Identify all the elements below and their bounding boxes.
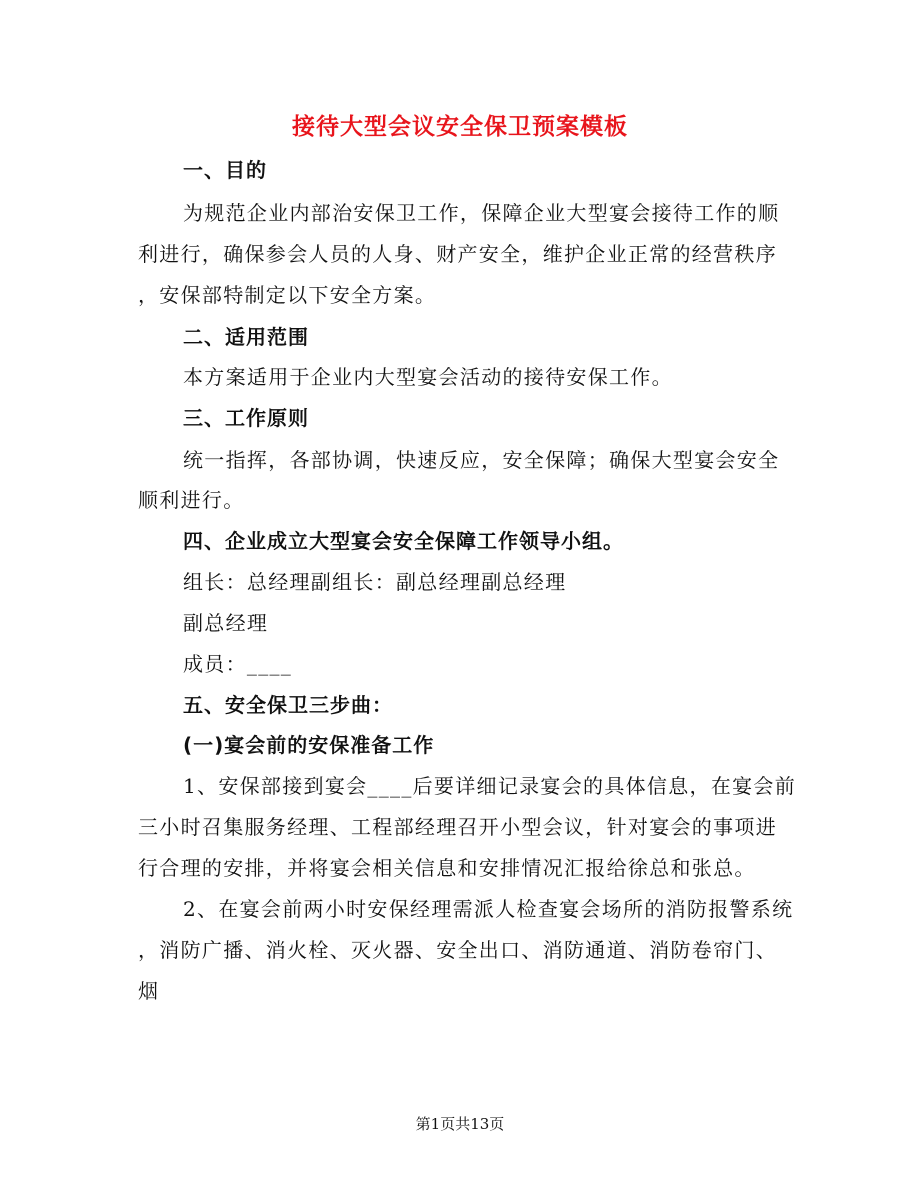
paragraph-line: 2、在宴会前两小时安保经理需派人检查宴会场所的消防报警系统 bbox=[183, 897, 794, 921]
paragraph-line: 统一指挥，各部协调，快速反应，安全保障；确保大型宴会安全 bbox=[183, 448, 780, 472]
page-footer: 第1页共13页 bbox=[415, 1115, 505, 1133]
paragraph-line: ，消防广播、消火栓、灭火器、安全出口、消防通道、消防卷帘门、 bbox=[138, 938, 777, 962]
section-heading-principles: 三、工作原则 bbox=[183, 406, 309, 430]
section-heading-leadership-group: 四、企业成立大型宴会安全保障工作领导小组。 bbox=[183, 529, 624, 553]
paragraph-line: 烟 bbox=[138, 979, 160, 1003]
section-heading-purpose: 一、目的 bbox=[183, 158, 267, 182]
paragraph-line: 顺利进行。 bbox=[138, 488, 245, 512]
paragraph-line: 三小时召集服务经理、工程部经理召开小型会议，针对宴会的事项进 bbox=[138, 815, 777, 839]
subsection-heading: (一)宴会前的安保准备工作 bbox=[183, 733, 435, 757]
paragraph-line: 行合理的安排，并将宴会相关信息和安排情况汇报给徐总和张总。 bbox=[138, 856, 756, 880]
section-heading-scope: 二、适用范围 bbox=[183, 325, 309, 349]
paragraph-line: 本方案适用于企业内大型宴会活动的接待安保工作。 bbox=[183, 365, 673, 389]
paragraph-line: 为规范企业内部治安保卫工作，保障企业大型宴会接待工作的顺 bbox=[183, 201, 780, 225]
page-title: 接待大型会议安全保卫预案模板 bbox=[292, 114, 628, 140]
section-heading-three-steps: 五、安全保卫三步曲： bbox=[183, 693, 393, 717]
paragraph-line: 1、安保部接到宴会____后要详细记录宴会的具体信息，在宴会前 bbox=[183, 774, 797, 798]
paragraph-line: ，安保部特制定以下安全方案。 bbox=[138, 283, 437, 307]
paragraph-line: 成员：____ bbox=[183, 652, 293, 676]
paragraph-line: 副总经理 bbox=[183, 611, 269, 635]
paragraph-line: 利进行，确保参会人员的人身、财产安全，维护企业正常的经营秩序 bbox=[138, 242, 777, 266]
paragraph-line: 组长：总经理副组长：副总经理副总经理 bbox=[183, 570, 567, 594]
